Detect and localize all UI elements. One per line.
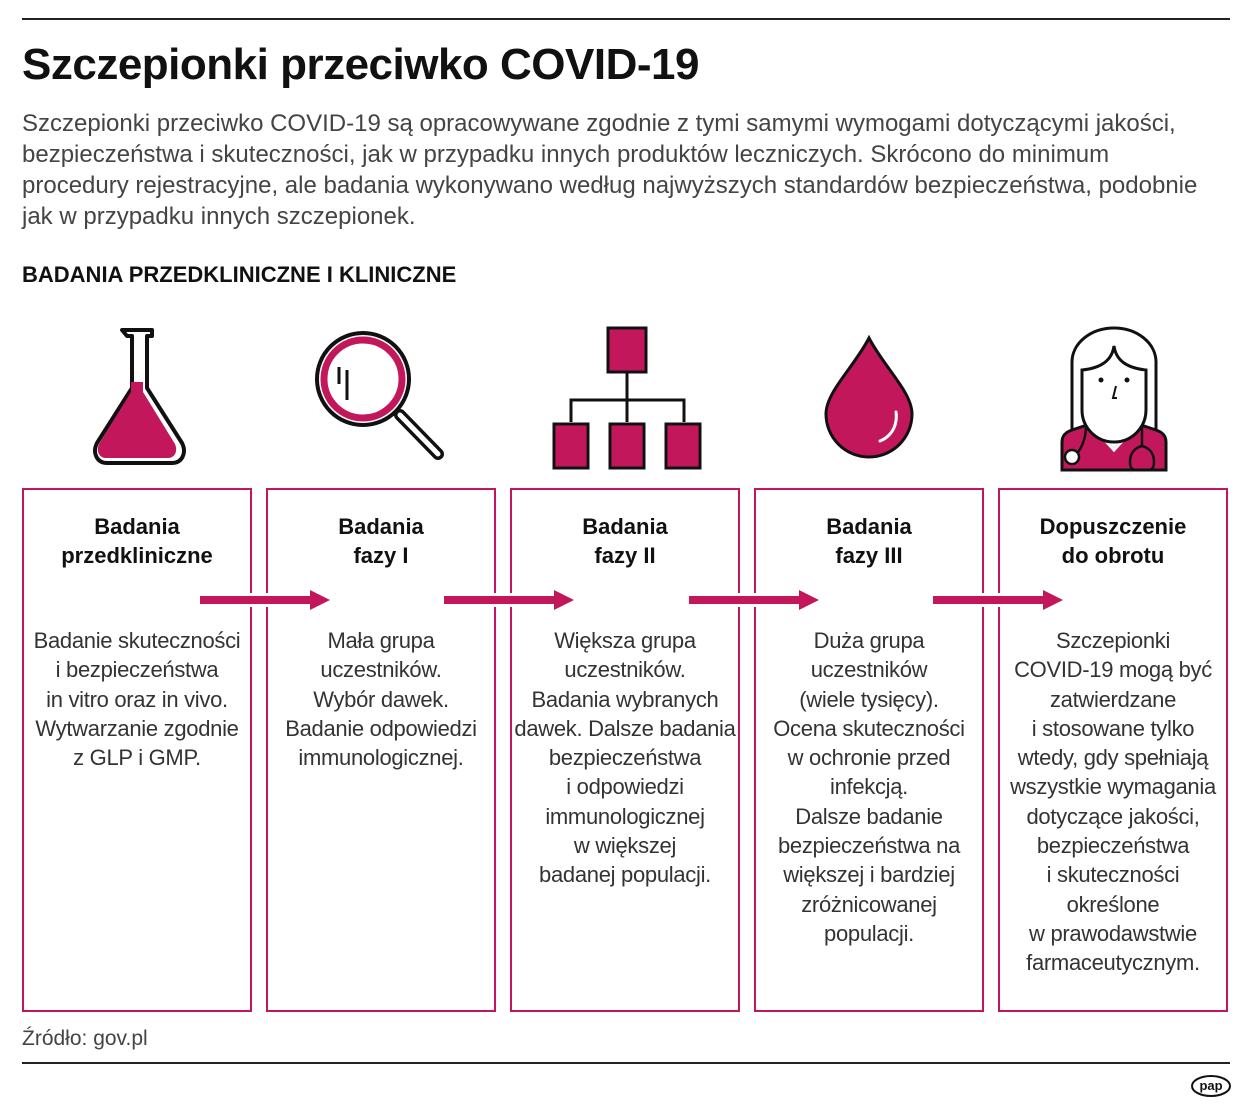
stage-description: Duża grupa uczestników (wiele tysięcy). Ocena skuteczności w ochronie przed infekcją. Dalsze badanie bezpieczeństwa na większej i bardziej zróżnicowanej populacji.: [773, 628, 965, 946]
top-rule: [22, 18, 1230, 20]
arrow-right-icon: [200, 590, 330, 610]
stage-title: Badania przedkliniczne: [61, 514, 213, 568]
doctor-icon: [1040, 322, 1190, 472]
source-note: Źródło: gov.pl: [22, 1027, 148, 1050]
stage-title: Badania fazy III: [826, 514, 912, 568]
pap-logo: [1190, 1074, 1232, 1098]
bottom-rule: [22, 1062, 1230, 1064]
stage-phase-1: [266, 488, 496, 1012]
stage-phase-2: [510, 488, 740, 1012]
stage-preclinical: [22, 488, 252, 1012]
stage-title: Dopuszczenie do obrotu: [1039, 514, 1187, 568]
arrow-right-icon: [933, 590, 1063, 610]
hierarchy-icon: [550, 322, 705, 472]
stage-title: Badania fazy I: [338, 514, 424, 568]
stage-description: Szczepionki COVID-19 mogą być zatwierdzane i stosowane tylko wtedy, gdy spełniają wszystkie wymagania dotyczące jakości, bezpieczeństwa i skuteczności określone w prawodawstwie farmaceutycznym.: [1010, 628, 1216, 976]
stage-phase-3: [754, 488, 984, 1012]
page-title: Szczepionki przeciwko COVID-19: [22, 40, 699, 89]
stage-description: Większa grupa uczestników. Badania wybranych dawek. Dalsze badania bezpieczeństwa i odpowiedzi immunologicznej w większej badanej populacji.: [514, 628, 736, 888]
stage-title: Badania fazy II: [582, 514, 668, 568]
stage-approval: [998, 488, 1228, 1012]
blood-drop-icon: [794, 322, 944, 472]
magnifier-icon: [305, 322, 455, 472]
stage-description: Mała grupa uczestników. Wybór dawek. Badanie odpowiedzi immunologicznej.: [285, 628, 477, 771]
stage-description: Badanie skuteczności i bezpieczeństwa in vitro oraz in vivo. Wytwarzanie zgodnie z GLP i GMP.: [33, 628, 241, 771]
section-subtitle: BADANIA PRZEDKLINICZNE I KLINICZNE: [22, 262, 457, 287]
intro-text: Szczepionki przeciwko COVID-19 są opracowywane zgodnie z tymi samymi wymogami dotyczącymi jakości, bezpieczeństwa i skuteczności, jak w przypadku innych produktów leczniczych. Skrócono do minimum procedury rejestracyjne, ale badania wykonywano według najwyższych standardów bezpieczeństwa, podobnie jak w przypadku innych szczepionek.: [22, 110, 1198, 230]
arrow-right-icon: [444, 590, 574, 610]
svg-text:pap: pap: [1199, 1078, 1223, 1093]
arrow-right-icon: [689, 590, 819, 610]
flask-icon: [62, 322, 212, 472]
